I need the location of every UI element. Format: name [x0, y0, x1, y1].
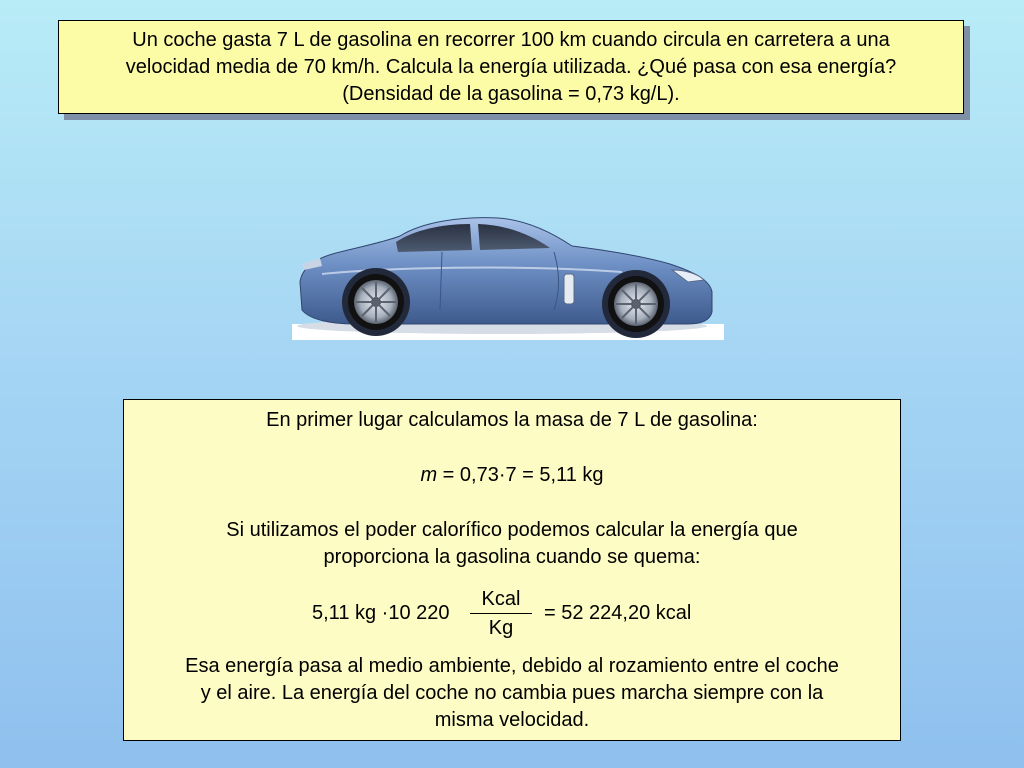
mass-equation	[124, 462, 900, 488]
car-illustration	[292, 212, 724, 340]
car-image	[292, 212, 724, 340]
problem-text-line-2: velocidad media de 70 km/h. Calcula la energía utilizada. ¿Qué pasa con esa energía?	[125, 55, 897, 78]
fraction-numerator: Kcal	[481, 588, 521, 610]
problem-statement-box	[58, 20, 964, 114]
mass-expression: = 0,73·7 = 5,11 kg	[437, 464, 604, 486]
conclusion-line-1: Esa energía pasa al medio ambiente, debido al rozamiento entre el coche	[185, 655, 839, 677]
problem-text-line-3: (Densidad de la gasolina = 0,73 kg/L).	[342, 82, 680, 105]
energy-text-line-2: proporciona la gasolina cuando se quema:	[323, 546, 701, 568]
conclusion-line-2: y el aire. La energía del coche no cambia pues marcha siempre con la	[200, 682, 824, 704]
formula-result: = 52 224,20 kcal	[544, 602, 692, 624]
mass-variable: m	[420, 464, 438, 486]
energy-formula	[124, 586, 900, 642]
energy-text-line-1: Si utilizamos el poder calorífico podemos calcular la energía que	[226, 519, 798, 541]
solution-intro: En primer lugar calculamos la masa de 7 L de gasolina:	[266, 409, 758, 431]
fraction-bar	[470, 613, 532, 614]
units-fraction	[470, 586, 532, 641]
formula-left: 5,11 kg ·10 220	[312, 602, 450, 624]
problem-text-line-1: Un coche gasta 7 L de gasolina en recorrer 100 km cuando circula en carretera a una	[132, 28, 890, 51]
solution-box	[123, 399, 901, 741]
conclusion-line-3: misma velocidad.	[434, 709, 590, 731]
fraction-denominator: Kg	[488, 617, 514, 639]
